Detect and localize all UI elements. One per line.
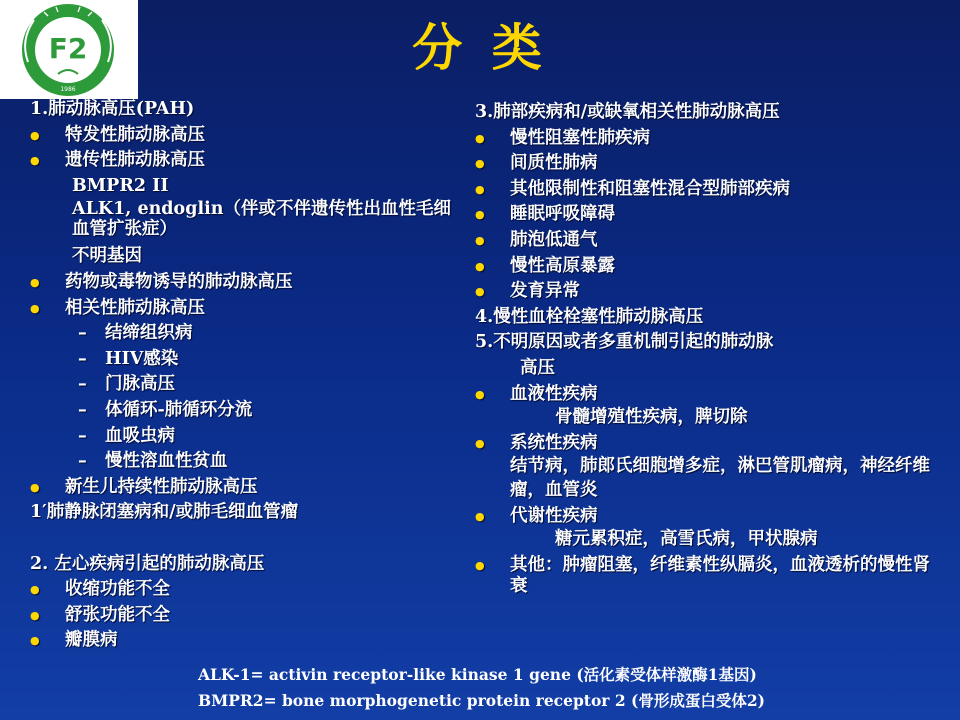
list-item: ● 收缩功能不全	[30, 577, 460, 603]
group-5-heading-cont: 高压	[520, 357, 555, 378]
dash-label: HIV感染	[105, 348, 179, 369]
dash-label: 结缔组织病	[105, 323, 193, 344]
dash-mark: –	[78, 374, 87, 395]
dash-label: 体循环-肺循环分流	[105, 399, 253, 420]
dash-label: 血吸虫病	[105, 425, 175, 446]
right-column	[475, 97, 945, 597]
dash-mark: –	[78, 323, 87, 344]
group-1prime-heading: 1′肺静脉闭塞病和/或肺毛细血管瘤	[30, 502, 299, 523]
list-item: ● 肺泡低通气	[475, 228, 945, 254]
svg-text:F2: F2	[48, 32, 88, 65]
list-subitem: 骨髓增殖性疾病，脾切除	[555, 407, 748, 428]
list-item: ● 其他：肿瘤阻塞，纤维素性纵膈炎，血液透析的慢性肾衰	[475, 555, 945, 597]
list-subitem: ALK1, endoglin（伴或不伴遗传性出血性毛细血管扩张症）	[72, 199, 451, 240]
list-item: ● 特发性肺动脉高压	[30, 123, 460, 149]
dash-mark: –	[78, 451, 87, 472]
slide-title: 分 类	[412, 19, 548, 77]
list-subitem: BMPR2 II	[72, 175, 169, 196]
dash-item	[30, 372, 460, 398]
footnote-alk1: ALK-1= activin receptor-like kinase 1 gene (活化素受体样激酶1基因)	[198, 665, 757, 684]
left-column	[30, 97, 460, 654]
dash-label: 门脉高压	[105, 374, 175, 395]
dash-item	[30, 398, 460, 424]
list-item: ● 瓣膜病	[30, 628, 460, 654]
dash-item	[30, 347, 460, 373]
list-item: ● 发育异常	[475, 279, 945, 305]
group-3-heading: 3.肺部疾病和/或缺氧相关性肺动脉高压	[475, 102, 780, 122]
list-item: ● 代谢性疾病	[475, 506, 945, 527]
list-subitem: 结节病，肺郎氏细胞增多症，淋巴管肌瘤病，神经纤维瘤，血管炎	[510, 456, 930, 501]
footnote-bmpr2: BMPR2= bone morphogenetic protein receptor 2 (骨形成蛋白受体2)	[198, 691, 766, 710]
list-item: ● 慢性阻塞性肺疾病	[475, 126, 945, 152]
dash-item	[30, 449, 460, 475]
dash-mark: –	[78, 399, 87, 420]
list-subitem: 不明基因	[72, 246, 142, 267]
list-subitem: 糖元累积症，高雪氏病，甲状腺病	[555, 529, 818, 550]
spacer	[30, 526, 460, 552]
group-1-heading: 1.肺动脉高压(PAH)	[30, 99, 195, 119]
group-4-heading: 4.慢性血栓栓塞性肺动脉高压	[475, 306, 704, 327]
group-2-heading: 2. 左心疾病引起的肺动脉高压	[30, 553, 265, 574]
list-item: ● 间质性肺病	[475, 151, 945, 177]
dash-item	[30, 321, 460, 347]
list-item: ● 舒张功能不全	[30, 603, 460, 629]
dash-label: 慢性溶血性贫血	[105, 451, 228, 472]
dash-item	[30, 424, 460, 450]
footnotes	[198, 662, 765, 714]
group-5-heading: 5.不明原因或者多重机制引起的肺动脉	[475, 332, 774, 353]
list-item: ● 其他限制性和阻塞性混合型肺部疾病	[475, 177, 945, 203]
list-item: ● 睡眠呼吸障碍	[475, 202, 945, 228]
dash-mark: –	[78, 425, 87, 446]
list-item: ● 系统性疾病	[475, 433, 945, 454]
dash-mark: –	[78, 348, 87, 369]
list-item: ● 相关性肺动脉高压	[30, 296, 460, 322]
list-item: ● 血液性疾病	[475, 382, 945, 408]
list-item: ● 遗传性肺动脉高压	[30, 148, 460, 174]
list-item: ● 慢性高原暴露	[475, 254, 945, 280]
list-item: ● 新生儿持续性肺动脉高压	[30, 475, 460, 501]
svg-text:1986: 1986	[60, 86, 76, 93]
list-item: ● 药物或毒物诱导的肺动脉高压	[30, 270, 460, 296]
